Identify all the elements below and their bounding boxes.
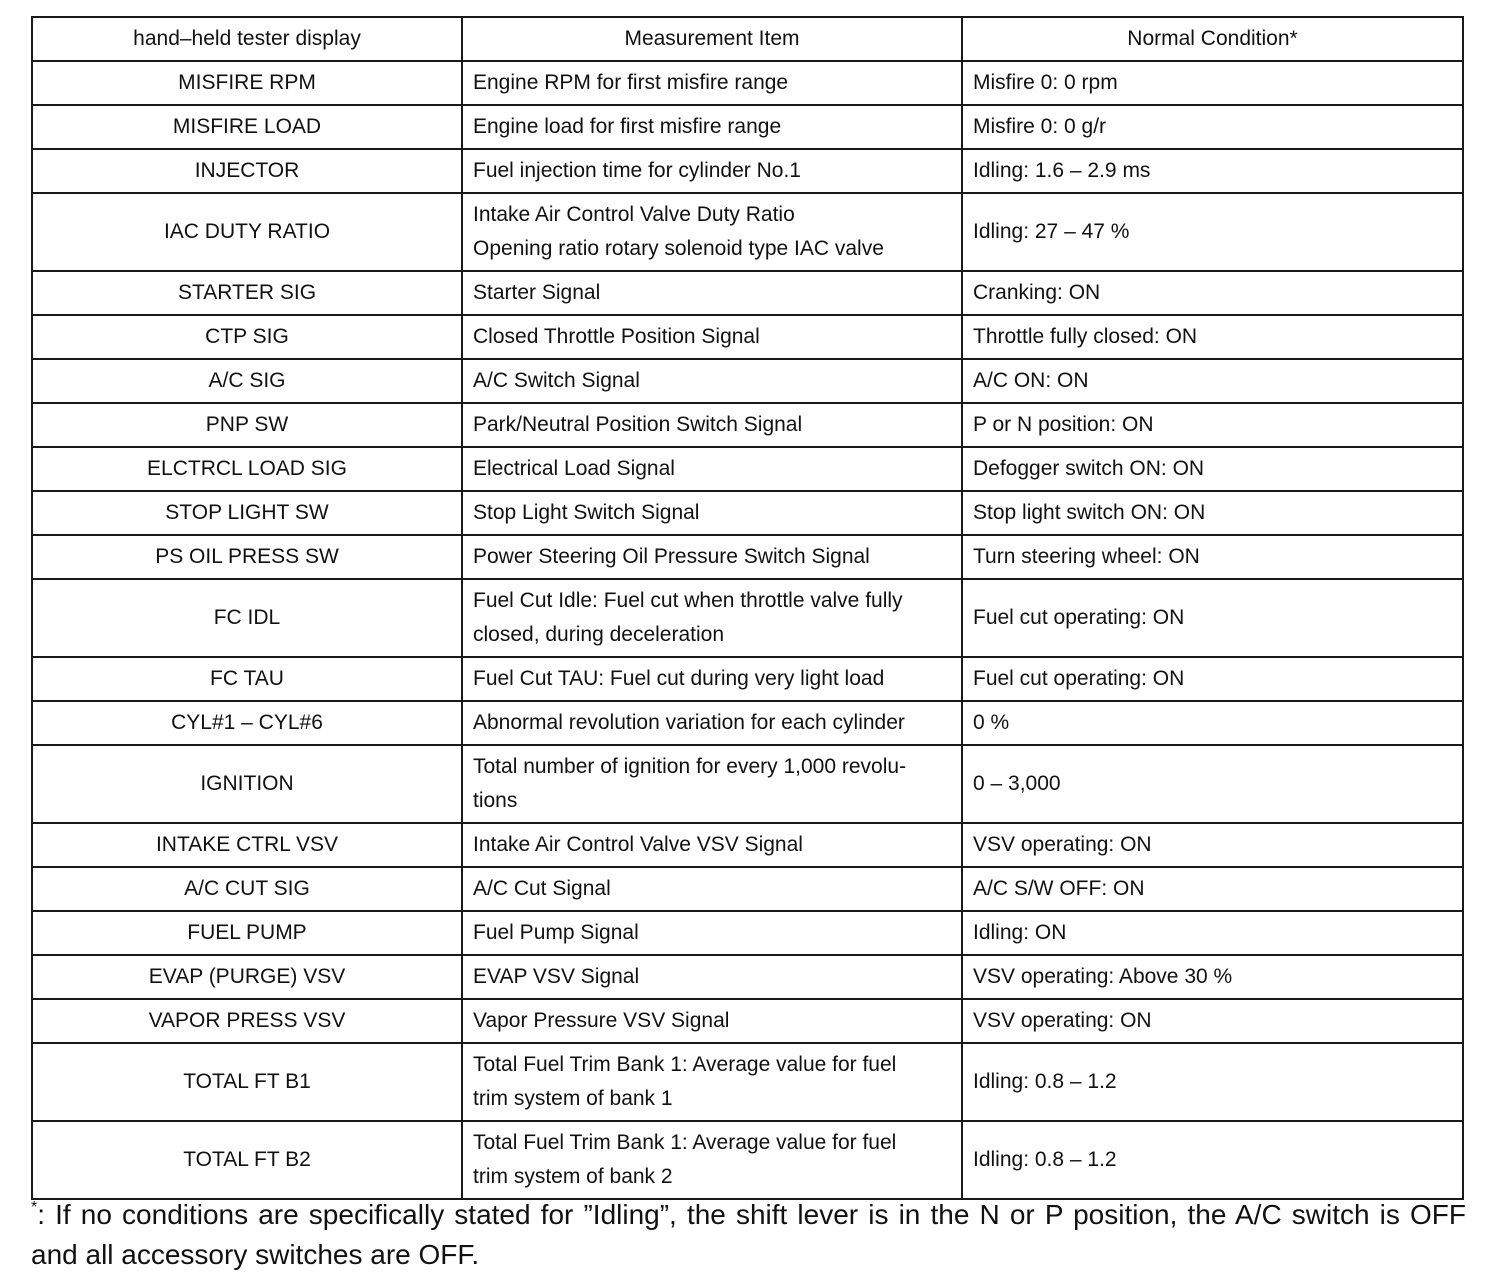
cell-line: Opening ratio rotary solenoid type IAC valve bbox=[473, 237, 884, 260]
cell-normal-condition: Idling: 0.8 – 1.2 bbox=[962, 1043, 1463, 1121]
cell-normal-condition: Fuel cut operating: ON bbox=[962, 579, 1463, 657]
cell-tester-display: IAC DUTY RATIO bbox=[32, 193, 462, 271]
table-row bbox=[32, 359, 1463, 403]
cell-measurement-item: EVAP VSV Signal bbox=[462, 955, 962, 999]
cell-normal-condition: Misfire 0: 0 rpm bbox=[962, 61, 1463, 105]
table-header bbox=[32, 17, 1463, 61]
table-row bbox=[32, 447, 1463, 491]
cell-line: trim system of bank 1 bbox=[473, 1087, 673, 1110]
cell-line: tions bbox=[473, 789, 518, 812]
cell-measurement-item: Abnormal revolution variation for each cylinder bbox=[462, 701, 962, 745]
cell-normal-condition: 0 – 3,000 bbox=[962, 745, 1463, 823]
cell-normal-condition: Stop light switch ON: ON bbox=[962, 491, 1463, 535]
cell-line: Fuel Cut Idle: Fuel cut when throttle valve fully bbox=[473, 589, 903, 612]
table-row bbox=[32, 271, 1463, 315]
cell-tester-display: VAPOR PRESS VSV bbox=[32, 999, 462, 1043]
cell-measurement-item: A/C Switch Signal bbox=[462, 359, 962, 403]
table-row bbox=[32, 149, 1463, 193]
cell-tester-display: A/C CUT SIG bbox=[32, 867, 462, 911]
cell-tester-display: PS OIL PRESS SW bbox=[32, 535, 462, 579]
header-measurement-item: Measurement Item bbox=[462, 17, 962, 61]
table-row bbox=[32, 535, 1463, 579]
table-row bbox=[32, 491, 1463, 535]
table-row bbox=[32, 999, 1463, 1043]
table-row bbox=[32, 61, 1463, 105]
cell-measurement-item: Engine RPM for first misfire range bbox=[462, 61, 962, 105]
cell-normal-condition: 0 % bbox=[962, 701, 1463, 745]
cell-line: Total Fuel Trim Bank 1: Average value for fuel bbox=[473, 1131, 897, 1154]
cell-tester-display: CYL#1 – CYL#6 bbox=[32, 701, 462, 745]
cell-tester-display: EVAP (PURGE) VSV bbox=[32, 955, 462, 999]
cell-tester-display: FC IDL bbox=[32, 579, 462, 657]
cell-measurement-item: Closed Throttle Position Signal bbox=[462, 315, 962, 359]
cell-normal-condition: Cranking: ON bbox=[962, 271, 1463, 315]
table-row bbox=[32, 193, 1463, 271]
cell-tester-display: MISFIRE LOAD bbox=[32, 105, 462, 149]
table-row bbox=[32, 1043, 1463, 1121]
table-row bbox=[32, 823, 1463, 867]
cell-tester-display: PNP SW bbox=[32, 403, 462, 447]
cell-tester-display: INTAKE CTRL VSV bbox=[32, 823, 462, 867]
cell-tester-display: CTP SIG bbox=[32, 315, 462, 359]
cell-measurement-item: Park/Neutral Position Switch Signal bbox=[462, 403, 962, 447]
table-row bbox=[32, 315, 1463, 359]
cell-normal-condition: Throttle fully closed: ON bbox=[962, 315, 1463, 359]
cell-normal-condition: A/C ON: ON bbox=[962, 359, 1463, 403]
cell-normal-condition: Idling: ON bbox=[962, 911, 1463, 955]
cell-tester-display: STOP LIGHT SW bbox=[32, 491, 462, 535]
cell-measurement-item: A/C Cut Signal bbox=[462, 867, 962, 911]
cell-tester-display: A/C SIG bbox=[32, 359, 462, 403]
table-row bbox=[32, 911, 1463, 955]
table-row bbox=[32, 403, 1463, 447]
header-row bbox=[32, 17, 1463, 61]
cell-measurement-item: Fuel Cut TAU: Fuel cut during very light load bbox=[462, 657, 962, 701]
cell-line: Total Fuel Trim Bank 1: Average value for fuel bbox=[473, 1053, 897, 1076]
footnote-marker: * bbox=[31, 1199, 38, 1216]
cell-tester-display: INJECTOR bbox=[32, 149, 462, 193]
cell-line: Total number of ignition for every 1,000 revolu- bbox=[473, 755, 907, 778]
cell-tester-display: TOTAL FT B1 bbox=[32, 1043, 462, 1121]
cell-line: Intake Air Control Valve Duty Ratio bbox=[473, 203, 795, 226]
cell-measurement-item bbox=[462, 193, 962, 271]
cell-normal-condition: Misfire 0: 0 g/r bbox=[962, 105, 1463, 149]
cell-line: closed, during deceleration bbox=[473, 623, 724, 646]
table-body bbox=[32, 61, 1463, 1199]
cell-measurement-item: Engine load for first misfire range bbox=[462, 105, 962, 149]
cell-tester-display: MISFIRE RPM bbox=[32, 61, 462, 105]
cell-measurement-item: Intake Air Control Valve VSV Signal bbox=[462, 823, 962, 867]
cell-normal-condition: A/C S/W OFF: ON bbox=[962, 867, 1463, 911]
cell-normal-condition: VSV operating: ON bbox=[962, 999, 1463, 1043]
cell-measurement-item: Electrical Load Signal bbox=[462, 447, 962, 491]
cell-measurement-item: Stop Light Switch Signal bbox=[462, 491, 962, 535]
table-row bbox=[32, 955, 1463, 999]
cell-normal-condition: VSV operating: ON bbox=[962, 823, 1463, 867]
cell-measurement-item: Fuel Pump Signal bbox=[462, 911, 962, 955]
cell-normal-condition: Turn steering wheel: ON bbox=[962, 535, 1463, 579]
cell-normal-condition: Idling: 1.6 – 2.9 ms bbox=[962, 149, 1463, 193]
cell-tester-display: STARTER SIG bbox=[32, 271, 462, 315]
table-row bbox=[32, 657, 1463, 701]
cell-tester-display: TOTAL FT B2 bbox=[32, 1121, 462, 1199]
cell-measurement-item bbox=[462, 1043, 962, 1121]
cell-tester-display: FUEL PUMP bbox=[32, 911, 462, 955]
cell-normal-condition: Defogger switch ON: ON bbox=[962, 447, 1463, 491]
cell-measurement-item bbox=[462, 579, 962, 657]
data-list-table bbox=[31, 16, 1464, 1200]
cell-measurement-item bbox=[462, 745, 962, 823]
cell-measurement-item: Vapor Pressure VSV Signal bbox=[462, 999, 962, 1043]
data-list-table-container bbox=[31, 16, 1462, 1200]
cell-normal-condition: P or N position: ON bbox=[962, 403, 1463, 447]
header-tester-display: hand–held tester display bbox=[32, 17, 462, 61]
cell-tester-display: FC TAU bbox=[32, 657, 462, 701]
cell-normal-condition: Idling: 27 – 47 % bbox=[962, 193, 1463, 271]
cell-measurement-item: Power Steering Oil Pressure Switch Signal bbox=[462, 535, 962, 579]
table-row bbox=[32, 867, 1463, 911]
table-row bbox=[32, 105, 1463, 149]
cell-normal-condition: VSV operating: Above 30 % bbox=[962, 955, 1463, 999]
cell-measurement-item: Fuel injection time for cylinder No.1 bbox=[462, 149, 962, 193]
cell-normal-condition: Fuel cut operating: ON bbox=[962, 657, 1463, 701]
cell-normal-condition: Idling: 0.8 – 1.2 bbox=[962, 1121, 1463, 1199]
cell-line: trim system of bank 2 bbox=[473, 1165, 673, 1188]
table-row bbox=[32, 745, 1463, 823]
table-row bbox=[32, 701, 1463, 745]
cell-tester-display: ELCTRCL LOAD SIG bbox=[32, 447, 462, 491]
header-normal-condition: Normal Condition* bbox=[962, 17, 1463, 61]
table-row bbox=[32, 579, 1463, 657]
footnote-text: : If no conditions are specifically stated for ”Idling”, the shift lever is in the N or P position, the A/C switch is OFF and all accessory switches are OFF. bbox=[31, 1199, 1466, 1270]
cell-measurement-item: Starter Signal bbox=[462, 271, 962, 315]
footnote bbox=[31, 1188, 1466, 1275]
cell-tester-display: IGNITION bbox=[32, 745, 462, 823]
